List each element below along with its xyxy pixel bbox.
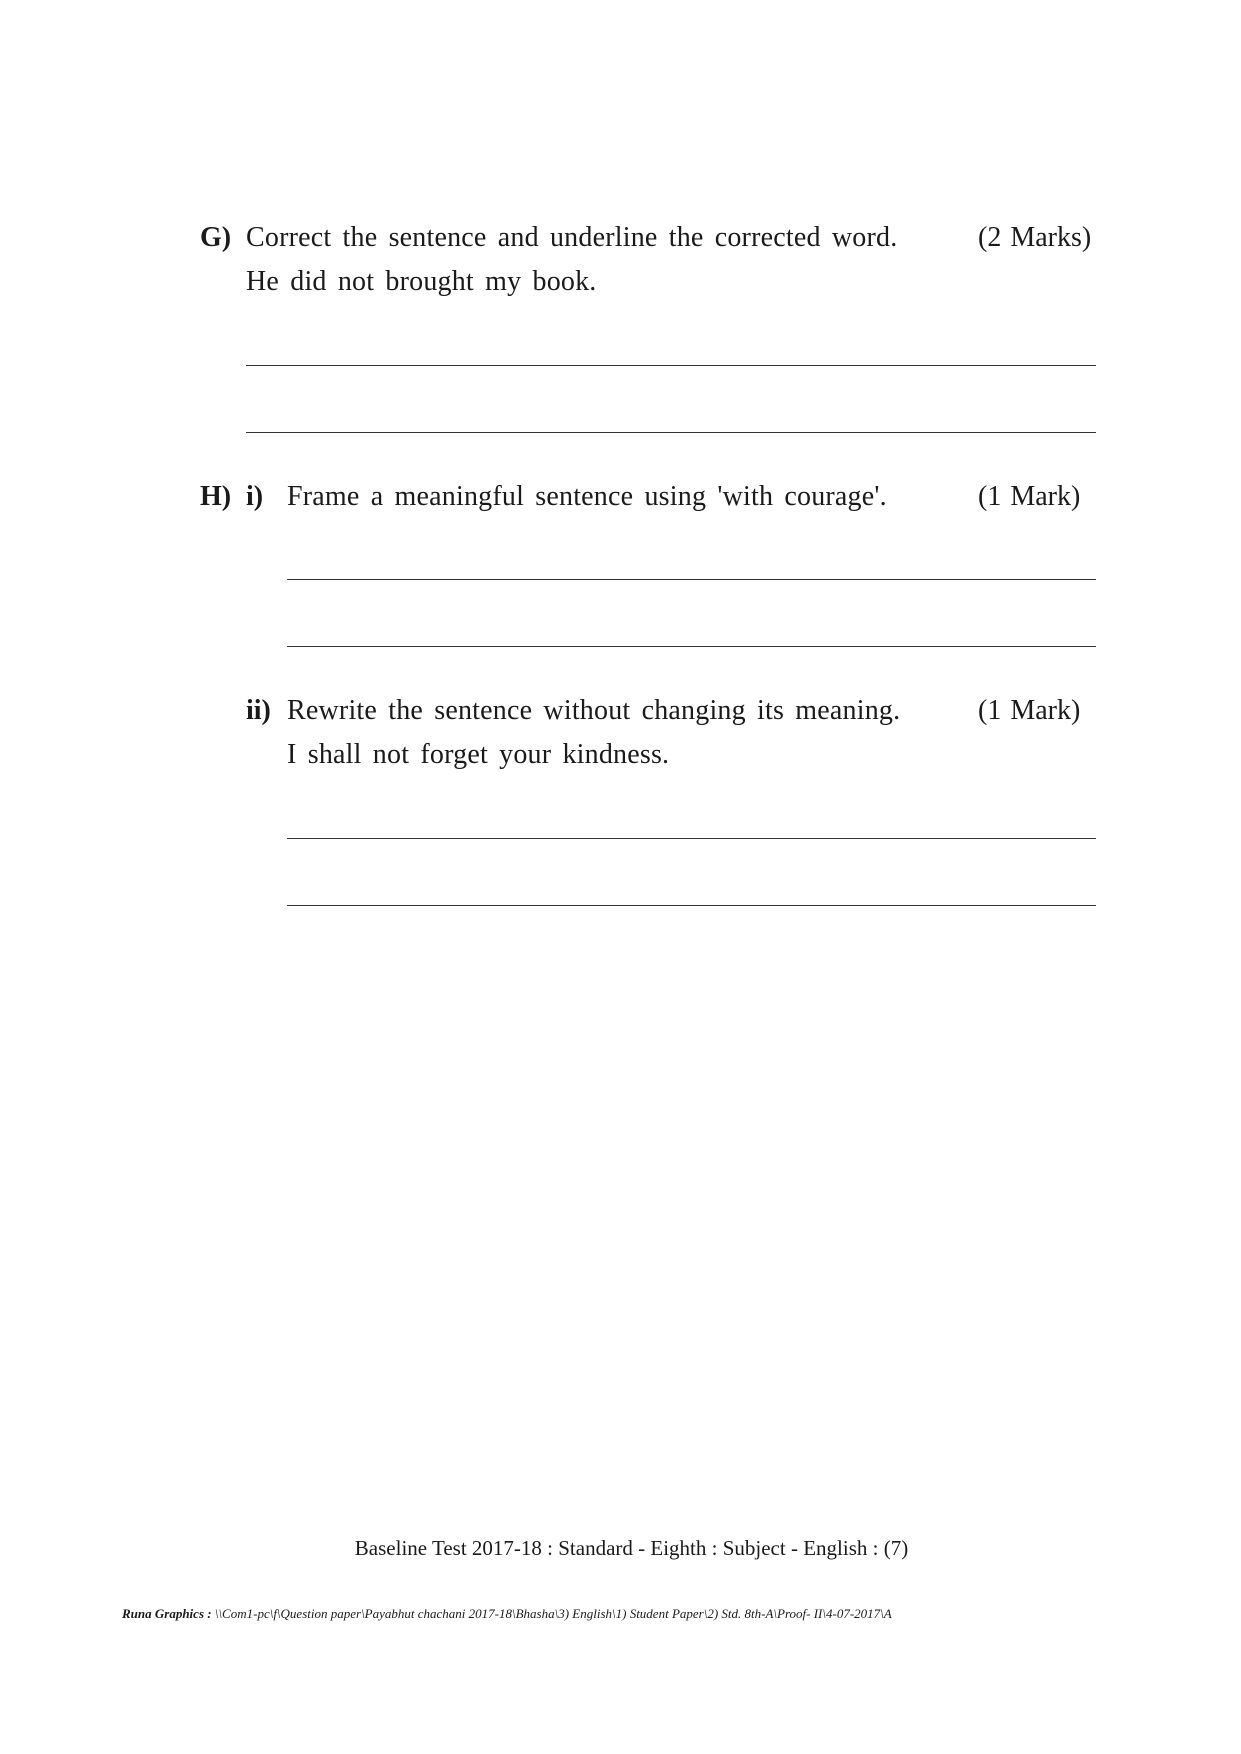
question-h-i-instruction: Frame a meaningful sentence using 'with courage'. xyxy=(287,481,887,512)
question-h-i-label: i) xyxy=(246,481,264,512)
printer-credit-path: \\Com1-pc\f\Question paper\Payabhut chachani 2017-18\Bhasha\3) English\1) Student Paper\2) Std. 8th-A\Proof- II\4-07-2017\A xyxy=(214,1606,892,1621)
question-h-ii-sentence: I shall not forget your kindness. xyxy=(287,739,670,770)
question-g-marks: (2 Marks) xyxy=(978,222,1092,253)
question-h-label: H) xyxy=(200,481,232,512)
question-h-ii-instruction: Rewrite the sentence without changing its meaning. xyxy=(287,695,901,726)
answer-line-g-2[interactable] xyxy=(246,432,1096,433)
answer-line-g-1[interactable] xyxy=(246,365,1096,366)
page-footer: Baseline Test 2017-18 : Standard - Eighth : Subject - English : (7) xyxy=(354,1536,909,1560)
answer-line-h-ii-1[interactable] xyxy=(287,838,1096,839)
answer-line-h-ii-2[interactable] xyxy=(287,905,1096,906)
question-h-ii-label: ii) xyxy=(246,695,271,726)
question-g-sentence: He did not brought my book. xyxy=(246,266,597,297)
printer-credit-brand: Runa Graphics : xyxy=(122,1606,212,1621)
question-h-i-marks: (1 Mark) xyxy=(978,481,1081,512)
question-h-ii-marks: (1 Mark) xyxy=(978,695,1081,726)
question-g-instruction: Correct the sentence and underline the corrected word. xyxy=(246,222,898,253)
question-g-label: G) xyxy=(200,222,232,253)
answer-line-h-i-1[interactable] xyxy=(287,579,1096,580)
answer-line-h-i-2[interactable] xyxy=(287,646,1096,647)
printer-credit xyxy=(122,1606,892,1622)
